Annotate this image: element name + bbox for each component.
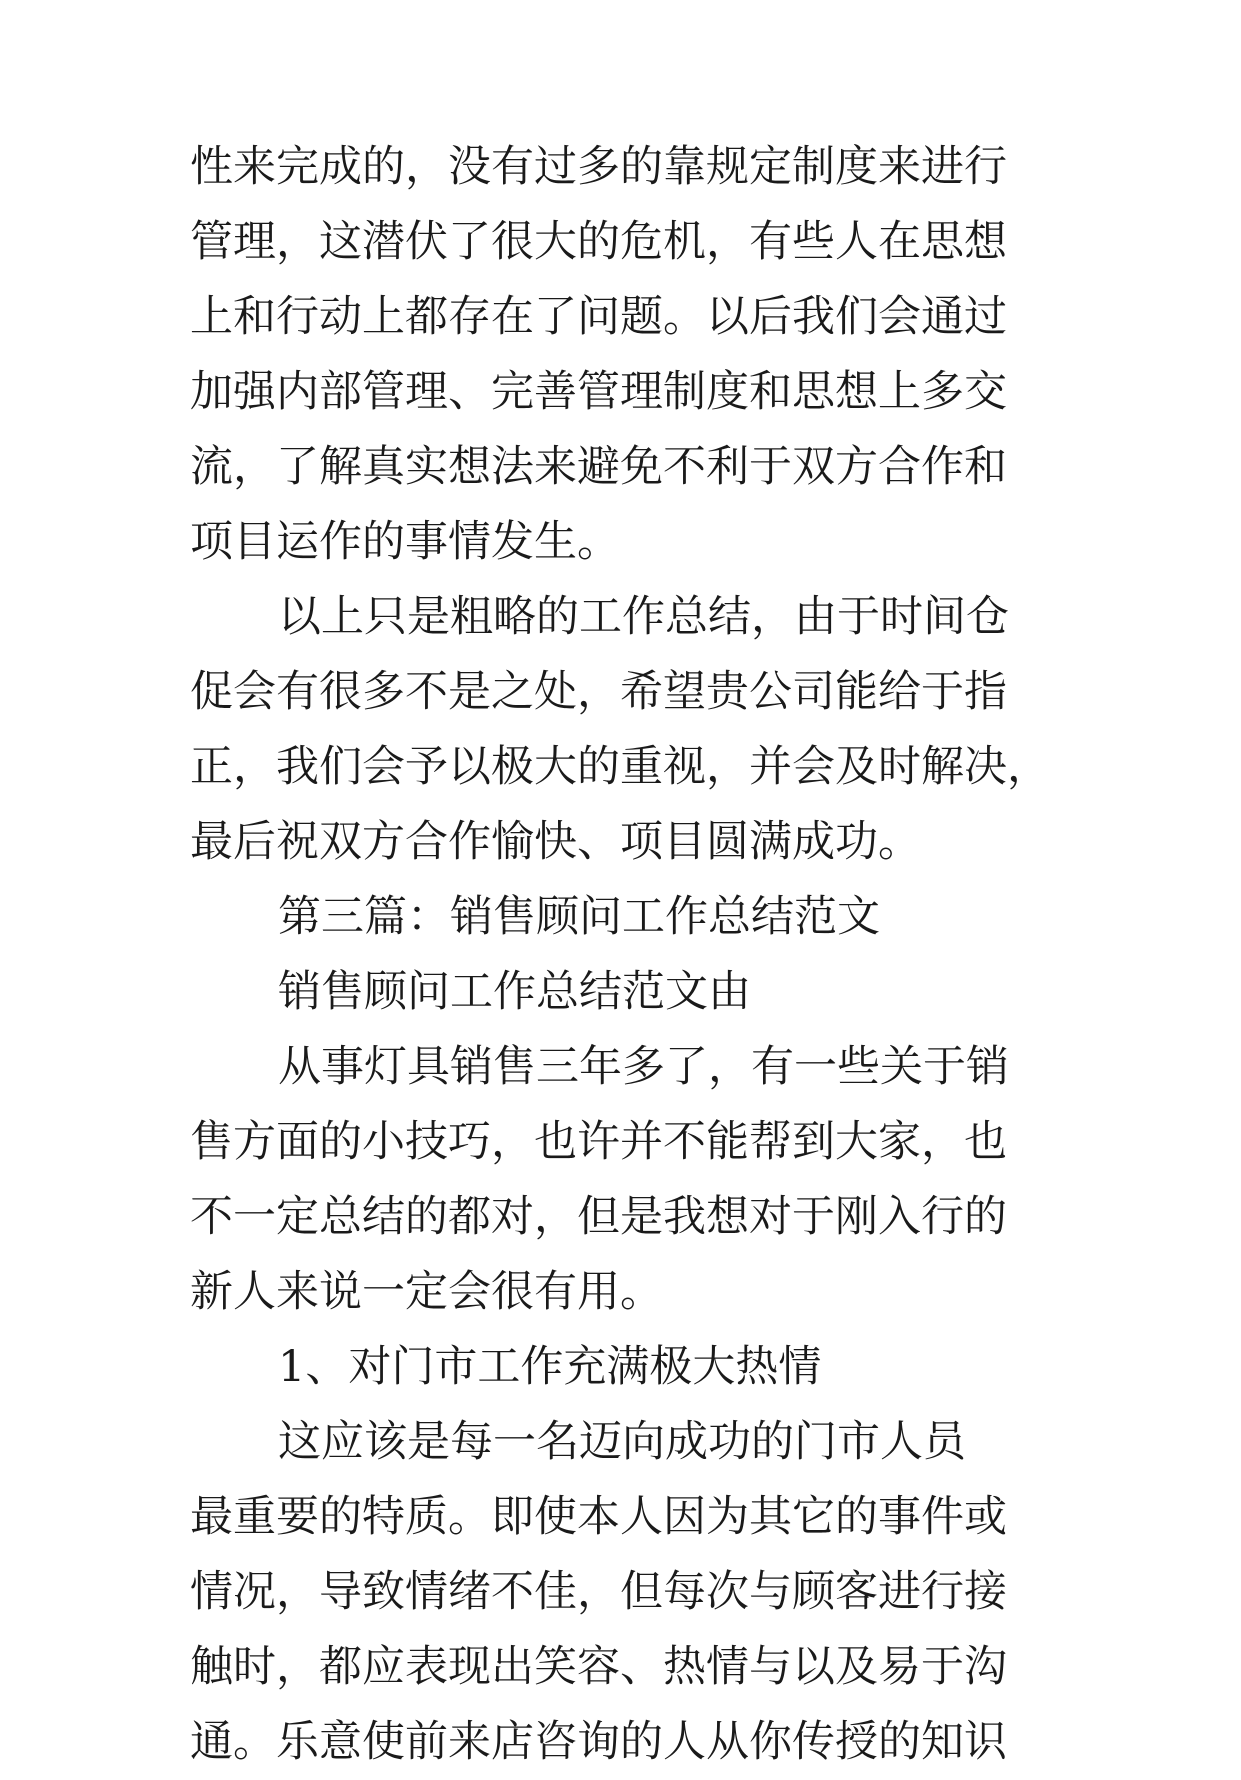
text-line: 新人来说一定会很有用。 <box>190 1267 663 1317</box>
text-line: 上和行动上都存在了问题。以后我们会通过 <box>190 292 1007 342</box>
text-line: 流，了解真实想法来避免不利于双方合作和 <box>190 442 1007 492</box>
text-line: 这应该是每一名迈向成功的门市人员 <box>278 1417 966 1467</box>
body-text <box>190 130 1060 1780</box>
text-line: 项目运作的事情发生。 <box>190 517 620 567</box>
text-line: 促会有很多不是之处，希望贵公司能给于指 <box>190 667 1007 717</box>
text-line: 从事灯具销售三年多了，有一些关于销 <box>278 1042 1009 1092</box>
text-line: 触时，都应表现出笑容、热情与以及易于沟 <box>190 1642 1007 1692</box>
text-line: 以上只是粗略的工作总结，由于时间仓 <box>278 592 1009 642</box>
text-line: 最后祝双方合作愉快、项目圆满成功。 <box>190 817 921 867</box>
text-line: 不一定总结的都对，但是我想对于刚入行的 <box>190 1192 1007 1242</box>
text-line: 售方面的小技巧，也许并不能帮到大家，也 <box>190 1117 1007 1167</box>
text-line: 性来完成的，没有过多的靠规定制度来进行 <box>190 142 1007 192</box>
text-line: 加强内部管理、完善管理制度和思想上多交 <box>190 367 1007 417</box>
section-heading: 第三篇：销售顾问工作总结范文 <box>278 892 880 942</box>
list-item-heading: 1、对门市工作充满极大热情 <box>278 1342 822 1392</box>
text-line: 情况，导致情绪不佳，但每次与顾客进行接 <box>190 1567 1007 1617</box>
text-line: 管理，这潜伏了很大的危机，有些人在思想 <box>190 217 1007 267</box>
section-subheading: 销售顾问工作总结范文由 <box>278 967 751 1017</box>
text-line: 通。乐意使前来店咨询的人从你传授的知识 <box>190 1717 1007 1767</box>
text-line: 正，我们会予以极大的重视，并会及时解决， <box>190 742 1050 792</box>
text-line: 最重要的特质。即使本人因为其它的事件或 <box>190 1492 1007 1542</box>
